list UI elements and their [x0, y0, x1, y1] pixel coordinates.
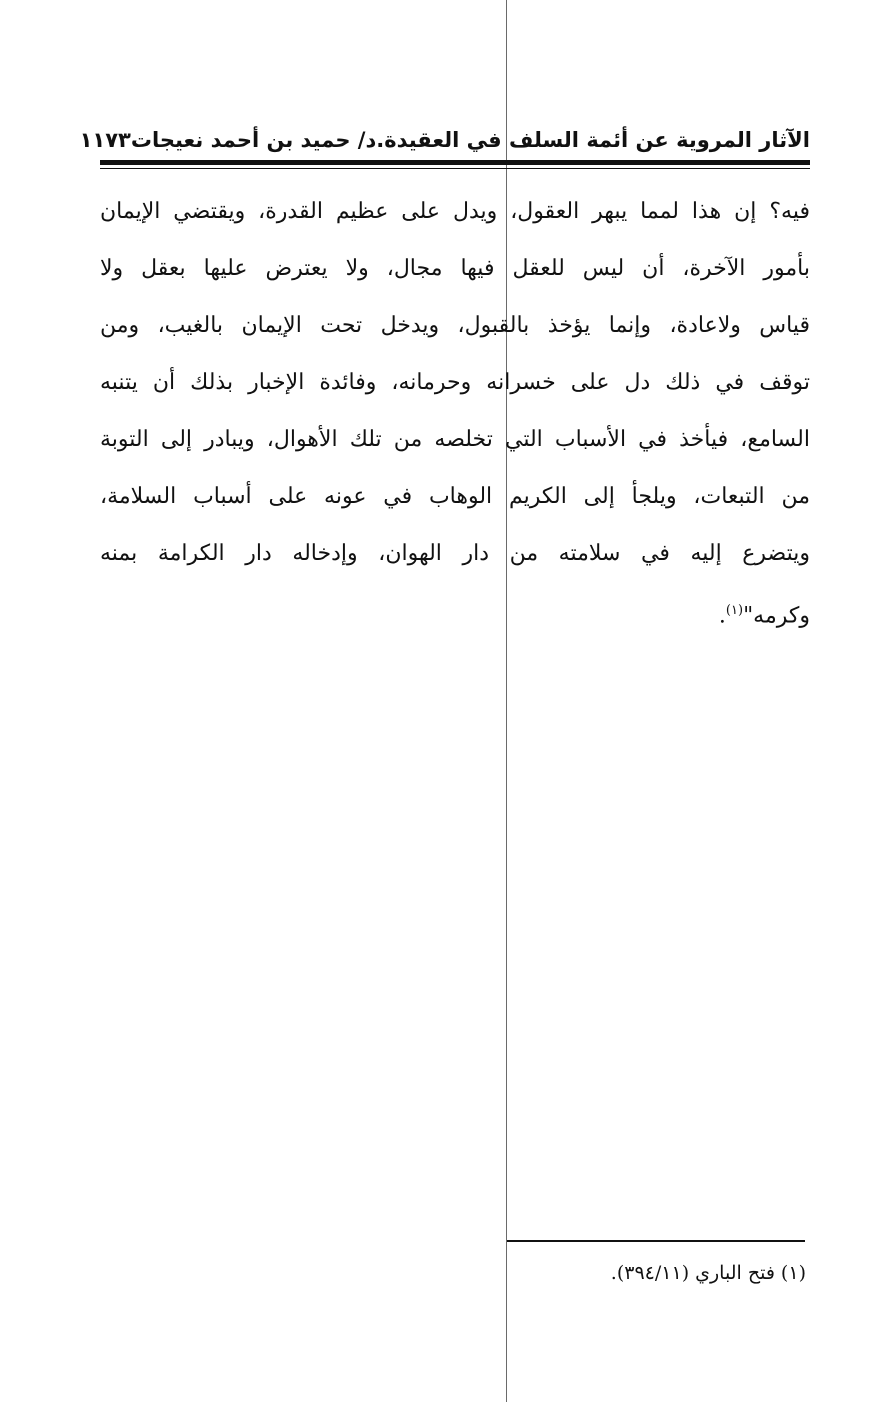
text-line-last: [100, 582, 810, 639]
text-line: توقف في ذلك دل على خسرانه وحرمانه، وفائدة الإخبار بذلك أن يتنبه: [100, 370, 810, 395]
last-line-end: .: [718, 603, 726, 629]
header-rule-thin: [100, 168, 810, 169]
text-line: بأمور الآخرة، أن ليس للعقل فيها مجال، ولا يعترض عليها بعقل ولا: [100, 256, 810, 281]
footnote-reference[interactable]: (١): [725, 603, 744, 618]
last-line-text: وكرمه": [743, 603, 810, 629]
footnote: (١) فتح الباري (٣٩٤/١١).: [610, 1262, 806, 1284]
header-title: الآثار المروية عن أئمة السلف في العقيدة.د/ حميد بن أحمد نعيجات: [130, 128, 810, 152]
footnote-separator: [507, 1240, 805, 1242]
text-line: السامع، فيأخذ في الأسباب التي تخلصه من تلك الأهوال، ويبادر إلى التوبة: [100, 427, 810, 452]
text-line: فيه؟ إن هذا لمما يبهر العقول، ويدل على عظيم القدرة، ويقتضي الإيمان: [100, 199, 810, 224]
running-header: [79, 112, 810, 152]
page-number: ١١٧٣: [79, 128, 131, 152]
text-line: قياس ولاعادة، وإنما يؤخذ بالقبول، ويدخل تحت الإيمان بالغيب، ومن: [100, 313, 810, 338]
body-text: [100, 183, 810, 639]
text-line: من التبعات، ويلجأ إلى الكريم الوهاب في عونه على أسباب السلامة،: [100, 484, 810, 509]
text-line: ويتضرع إليه في سلامته من دار الهوان، وإدخاله دار الكرامة بمنه: [100, 541, 810, 566]
header-rule-thick: [100, 160, 810, 165]
